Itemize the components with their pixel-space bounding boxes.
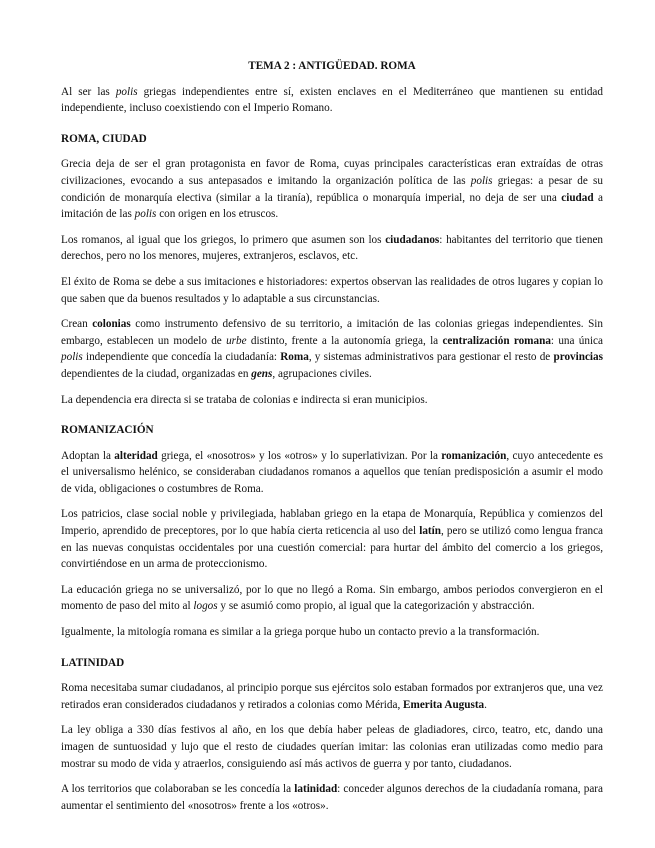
paragraph: Igualmente, la mitología romana es similar a la griega porque hubo un contacto previo a la transformación. <box>61 626 540 639</box>
paragraph: Roma necesitaba sumar ciudadanos, al principio porque sus ejércitos solo estaban formados por extranjeros que, una vez retirados eran considerados ciudadanos y retirados a colonias como Mérida, Emerita Augusta. <box>61 682 603 711</box>
emphasized-term: romanización <box>441 449 507 462</box>
emphasized-term: provincias <box>553 351 603 364</box>
emphasized-term: centralización romana <box>442 334 551 347</box>
emphasized-term: latinidad <box>294 783 338 796</box>
emphasized-term: ciudadanos <box>385 233 440 246</box>
section-romanizacion <box>61 422 603 641</box>
paragraph: La educación griega no se universalizó, por lo que no llegó a Roma. Sin embargo, ambos periodos convergieron en el momento de paso del mito al logos y se asumió como propio, al igual que la categorización y abstracción. <box>61 583 603 613</box>
paragraph: La dependencia era directa si se trataba de colonias e indirecta si eran municipios. <box>61 393 428 406</box>
emphasized-term: polis <box>470 174 493 187</box>
paragraph: Los patricios, clase social noble y privilegiada, hablaban griego en la etapa de Monarquía, República y comienzos del Imperio, aprendido de preceptores, por lo que había cierta reticencia al uso del latín, pero se utilizó como lengua franca en las nuevas conquistas occidentales por una cuestión comercial: para hurtar del ámbito del comercio a los griegos, convirtiéndose en un arma de proteccionismo. <box>61 508 603 571</box>
emphasized-term: Roma <box>280 351 309 364</box>
emphasized-term: gens <box>251 367 273 380</box>
paragraph: Adoptan la alteridad griega, el «nosotros» y los «otros» y lo superlativizan. Por la romanización, cuyo antecedente es el universalismo helénico, se consideraban ciudadanos romanos a aquellos que tenían predisposición a asumir el modo de vida, obligaciones o costumbres de Roma. <box>61 449 603 495</box>
intro-paragraph: Al ser las polis griegas independientes entre sí, existen enclaves en el Mediterráneo que mantienen su entidad independiente, incluso coexistiendo con el Imperio Romano. <box>61 85 603 115</box>
emphasized-term: colonias <box>92 318 131 331</box>
emphasized-term: urbe <box>226 334 247 347</box>
section-latinidad <box>61 655 603 815</box>
emphasized-term: alteridad <box>114 449 158 462</box>
section-heading: ROMA, CIUDAD <box>61 132 147 145</box>
section-heading: ROMANIZACIÓN <box>61 424 154 437</box>
paragraph: Grecia deja de ser el gran protagonista en favor de Roma, cuyas principales características eran extraídas de otras civilizaciones, evocando a sus antepasados e imitando la organización política de las polis griegas: a pesar de su condición de monarquía electiva (similar a la tiranía), república o monarquía imperial, no deja de ser una ciudad a imitación de las polis con origen en los etruscos. <box>61 158 603 221</box>
emphasized-term: polis <box>134 208 157 221</box>
emphasized-term: Emerita Augusta <box>403 698 485 711</box>
section-heading: LATINIDAD <box>61 656 125 669</box>
paragraph: Los romanos, al igual que los griegos, lo primero que asumen son los ciudadanos: habitantes del territorio que tienen derechos, pero no los menores, mujeres, extranjeros, esclavos, etc. <box>61 233 604 263</box>
emphasized-term: polis <box>61 351 83 364</box>
emphasized-term: polis <box>115 85 138 98</box>
document-title: TEMA 2 : ANTIGÜEDAD. ROMA <box>248 60 416 72</box>
section-roma-ciudad <box>61 131 603 408</box>
emphasized-term: ciudad <box>561 191 594 204</box>
emphasized-term: logos <box>193 600 218 613</box>
emphasized-term: latín <box>419 525 441 538</box>
paragraph: A los territorios que colaboraban se les concedía la latinidad: conceder algunos derechos de la ciudadanía romana, para aumentar el sentimiento del «nosotros» frente a los «otros». <box>61 783 603 812</box>
paragraph: Crean colonias como instrumento defensivo de su territorio, a imitación de las colonias griegas independientes. Sin embargo, establecen un modelo de urbe distinto, frente a la autonomía griega, la centralización romana: una única polis independiente que concedía la ciudadanía: Roma, y sistemas administrativos para gestionar el resto de provincias dependientes de la ciudad, organizadas en gens, agrupaciones civiles. <box>61 318 603 380</box>
paragraph: El éxito de Roma se debe a sus imitaciones e historiadores: expertos observan las realidades de otros lugares y copian lo que saben que da buenos resultados y lo adaptable a sus circunstancias. <box>61 275 603 305</box>
paragraph: La ley obliga a 330 días festivos al año, en los que debía haber peleas de gladiadores, circo, teatro, etc, dando una imagen de suntuosidad y lujo que el resto de ciudades querían imitar: las colonias eran utilizadas como medio para mostrar su modo de vida y atraerlos, consiguiendo así más activos de guerra y por tanto, ciudadanos. <box>61 724 603 770</box>
